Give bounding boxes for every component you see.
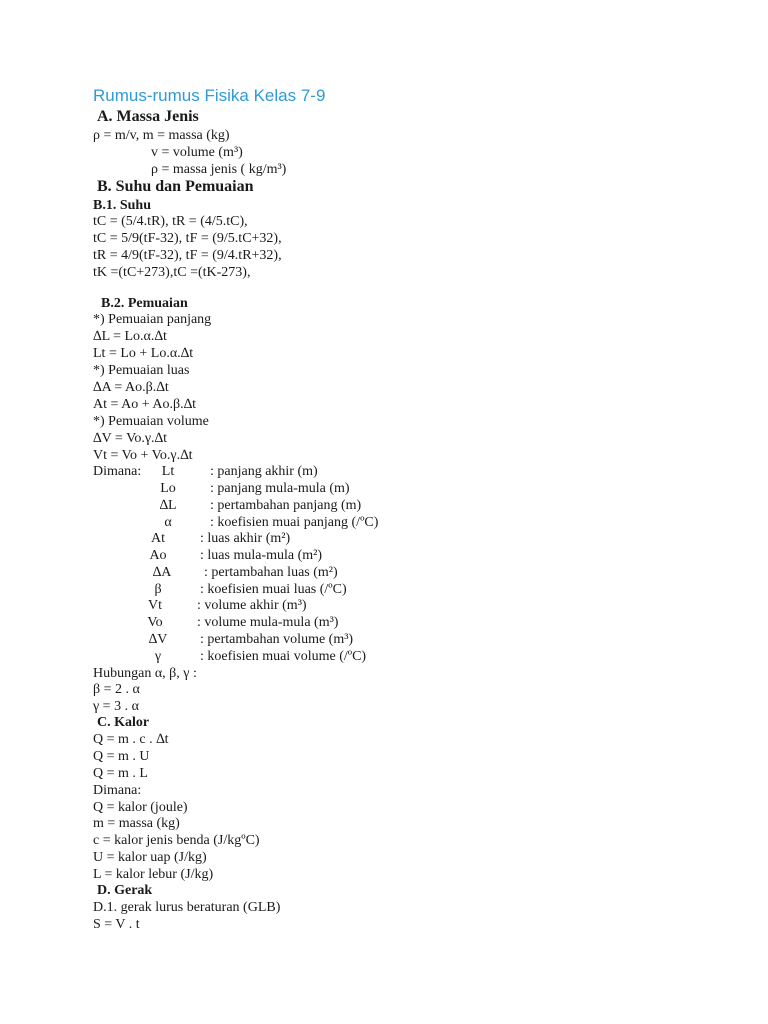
formula-line: γ = 3 . α	[93, 699, 139, 714]
definition-symbol: Lt	[161, 464, 175, 479]
formula-line: Q = kalor (joule)	[93, 800, 188, 815]
heading-pemuaian: B.2. Pemuaian	[101, 296, 188, 311]
formula-line: tC = 5/9(tF-32), tF = (9/5.tC+32),	[93, 231, 282, 246]
definition-symbol: ∆A	[152, 565, 172, 580]
definition-row	[116, 547, 322, 564]
page-title: Rumus-rumus Fisika Kelas 7-9	[93, 86, 326, 105]
definition-row	[126, 514, 378, 531]
definition-desc: : pertambahan volume (m³)	[200, 632, 354, 647]
definition-row	[116, 631, 353, 648]
formula-line: Q = m . L	[93, 766, 148, 781]
formula-line: tR = 4/9(tF-32), tF = (9/4.tR+32),	[93, 248, 282, 263]
definition-desc: : koefisien muai volume (/ºC)	[200, 649, 367, 664]
formula-line: Q = m . U	[93, 749, 150, 764]
definition-symbol: α	[164, 515, 172, 530]
definition-desc: : panjang mula-mula (m)	[210, 481, 350, 496]
formula-line: Lt = Lo + Lo.α.∆t	[93, 346, 194, 361]
heading-suhu: B.1. Suhu	[93, 198, 151, 213]
formula-line: β = 2 . α	[93, 682, 140, 697]
definition-row	[113, 597, 307, 614]
formula-line: L = kalor lebur (J/kg)	[93, 867, 214, 882]
definition-row	[120, 564, 338, 581]
heading-massa-jenis: A. Massa Jenis	[97, 108, 199, 125]
definition-desc: : pertambahan panjang (m)	[210, 498, 362, 513]
formula-line: *) Pemuaian volume	[93, 414, 209, 429]
formula-line: Hubungan α, β, γ :	[93, 666, 197, 681]
definition-row	[116, 530, 290, 547]
definition-desc: : panjang akhir (m)	[210, 464, 318, 479]
formula-line: At = Ao + Ao.β.∆t	[93, 397, 197, 412]
definition-symbol: γ	[154, 649, 162, 664]
formula-line: *) Pemuaian luas	[93, 363, 190, 378]
formula-line: ρ = m/v, m = massa (kg)	[93, 128, 230, 143]
formula-line: tK =(tC+273),tC =(tK-273),	[93, 265, 251, 280]
definition-row	[116, 648, 366, 665]
definition-row	[126, 497, 361, 514]
definition-symbol: ∆L	[159, 498, 177, 513]
definition-row	[126, 463, 318, 480]
formula-line: *) Pemuaian panjang	[93, 312, 212, 327]
formula-line: ∆V = Vo.γ.∆t	[93, 431, 168, 446]
definition-symbol: β	[154, 582, 162, 597]
formula-line: tC = (5/4.tR), tR = (4/5.tC),	[93, 214, 248, 229]
formula-line: m = massa (kg)	[93, 816, 180, 831]
definition-symbol: ∆V	[148, 632, 168, 647]
formula-line: c = kalor jenis benda (J/kgºC)	[93, 833, 260, 848]
formula-line: v = volume (m³)	[151, 145, 243, 160]
formula-line: Dimana:	[93, 783, 142, 798]
formula-line: ρ = massa jenis ( kg/m³)	[151, 162, 287, 177]
formula-line: ∆A = Ao.β.∆t	[93, 380, 169, 395]
heading-suhu-pemuaian: B. Suhu dan Pemuaian	[97, 178, 254, 195]
heading-kalor: C. Kalor	[97, 715, 150, 730]
definition-symbol: Vo	[147, 615, 163, 630]
formula-line: U = kalor uap (J/kg)	[93, 850, 207, 865]
dimana-label: Dimana:	[93, 464, 142, 479]
definition-row	[113, 614, 338, 631]
definition-row	[116, 581, 347, 598]
formula-line: Vt = Vo + Vo.γ.∆t	[93, 448, 193, 463]
definition-desc: : luas akhir (m²)	[200, 531, 291, 546]
definition-desc: : koefisien muai luas (/ºC)	[200, 582, 347, 597]
definition-desc: : volume mula-mula (m³)	[197, 615, 339, 630]
definition-symbol: Lo	[160, 481, 176, 496]
definition-desc: : volume akhir (m³)	[197, 598, 307, 613]
definition-desc: : koefisien muai panjang (/ºC)	[210, 515, 379, 530]
formula-line: Q = m . c . ∆t	[93, 732, 169, 747]
definition-symbol: Ao	[149, 548, 167, 563]
definition-row	[126, 480, 350, 497]
formula-line: D.1. gerak lurus beraturan (GLB)	[93, 900, 281, 915]
heading-gerak: D. Gerak	[97, 883, 153, 898]
formula-line: S = V . t	[93, 917, 140, 932]
definition-desc: : pertambahan luas (m²)	[204, 565, 338, 580]
definition-symbol: At	[151, 531, 165, 546]
definition-symbol: Vt	[148, 598, 162, 613]
formula-line: ∆L = Lo.α.∆t	[93, 329, 167, 344]
definition-desc: : luas mula-mula (m²)	[200, 548, 323, 563]
